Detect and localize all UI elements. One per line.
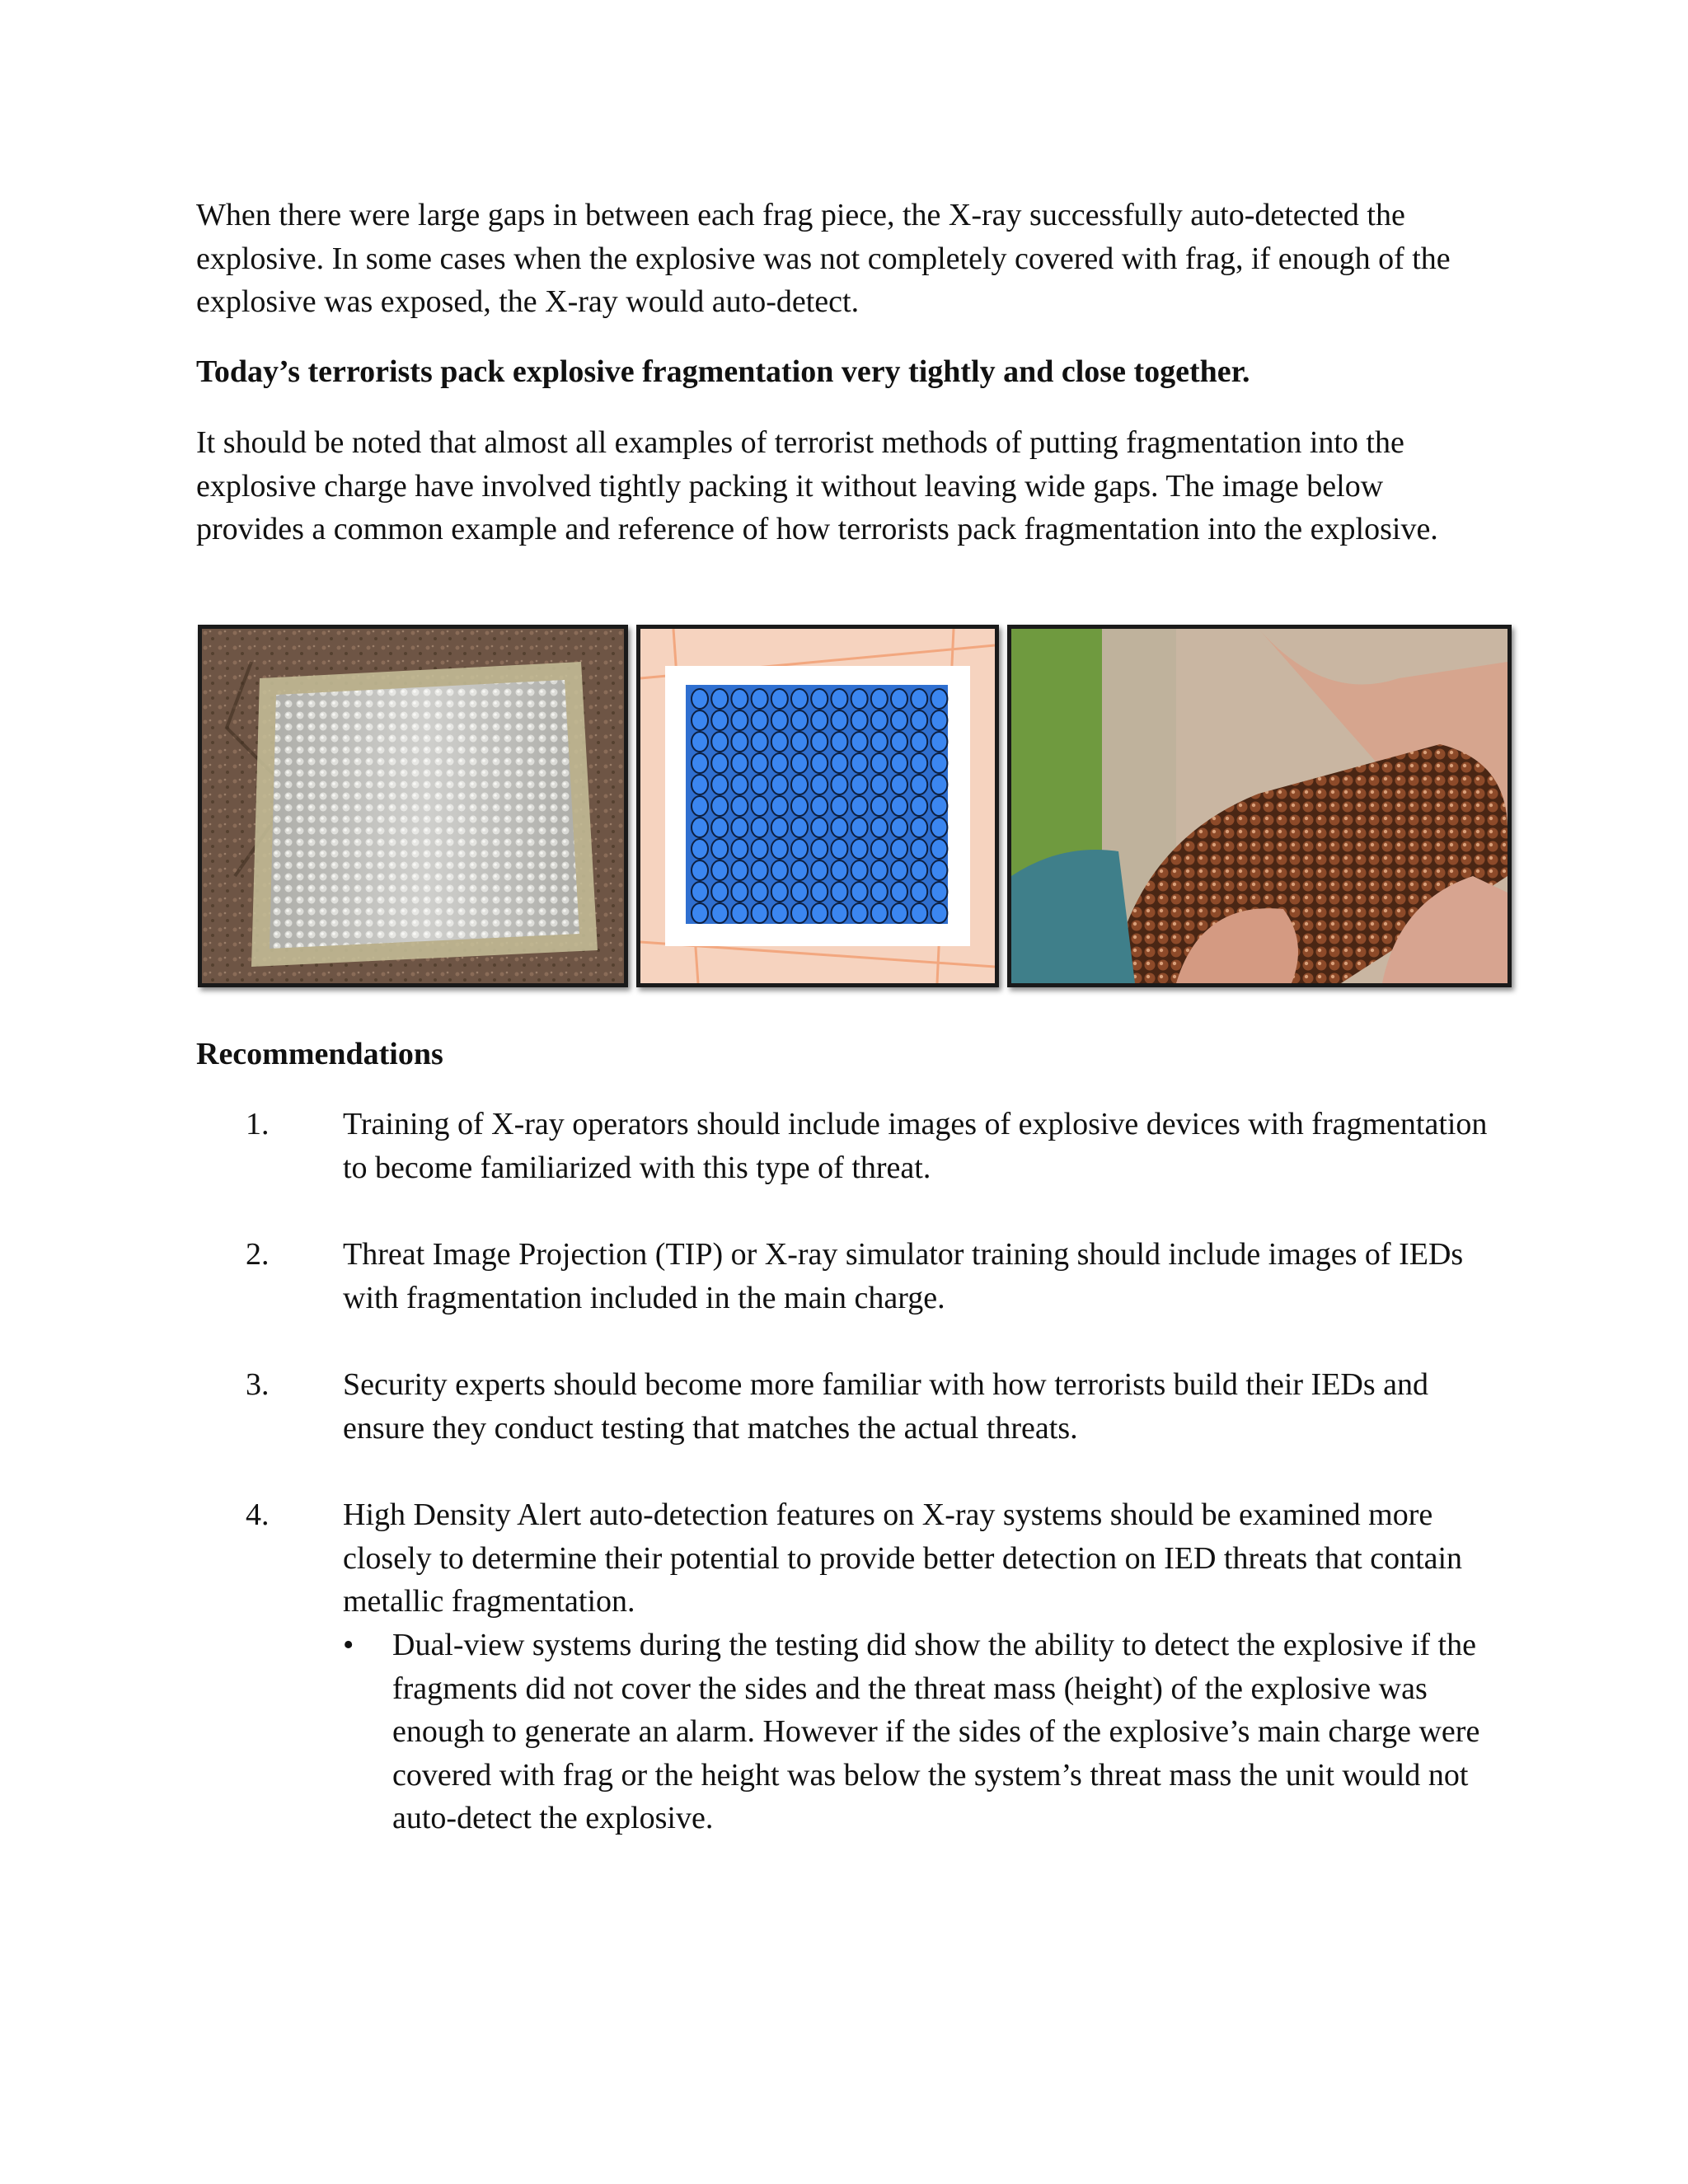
photo-ball-grid-diagram	[636, 625, 999, 987]
recommendation-number: 4.	[246, 1497, 270, 1532]
recommendation-text: Threat Image Projection (TIP) or X-ray simulator training should include images of IEDs with fragmentation included in the main charge.	[343, 1237, 1464, 1315]
bullet-symbol: •	[343, 1628, 354, 1662]
recommendation-text: Training of X-ray operators should include images of explosive devices with fragmentation to become familiarized with this type of threat.	[343, 1107, 1488, 1185]
photo-hands-holding-ball-charge	[1007, 625, 1512, 987]
recommendation-text: Security experts should become more familiar with how terrorists build their IEDs and ensure they conduct testing that matches the actual threats.	[343, 1367, 1429, 1446]
recommendation-number: 2.	[246, 1237, 270, 1272]
recommendation-number: 1.	[246, 1107, 270, 1141]
intro-paragraph: When there were large gaps in between each frag piece, the X-ray successfully auto-detected the explosive. In some cases when the explosive was not completely covered with frag, if enough of the explosive was exposed, the X-ray would auto-detect.	[196, 198, 1451, 319]
photo-foil-wrapped-frag-pack	[198, 625, 628, 987]
recommendation-text: High Density Alert auto-detection features on X-ray systems should be examined more closely to determine their potential to provide better detection on IED threats that contain metallic fragmentation.	[343, 1497, 1463, 1619]
recommendation-number: 3.	[246, 1367, 270, 1402]
recommendations-heading: Recommendations	[196, 1037, 443, 1071]
bullet-text: Dual-view systems during the testing did show the ability to detect the explosive if the fragments did not cover the sides and the threat mass (height) of the explosive was enough to generate an alarm. However if the sides of the explosive’s main charge were covered with frag or the height was below the system’s threat mass the unit would not auto-detect the explosive.	[392, 1628, 1480, 1835]
tight-packing-heading: Today’s terrorists pack explosive fragmentation very tightly and close together.	[196, 354, 1250, 389]
packing-paragraph: It should be noted that almost all examples of terrorist methods of putting fragmentation into the explosive charge have involved tightly packing it without leaving wide gaps. The image below provides a common example and reference of how terrorists pack fragmentation into the explosive.	[196, 425, 1438, 546]
